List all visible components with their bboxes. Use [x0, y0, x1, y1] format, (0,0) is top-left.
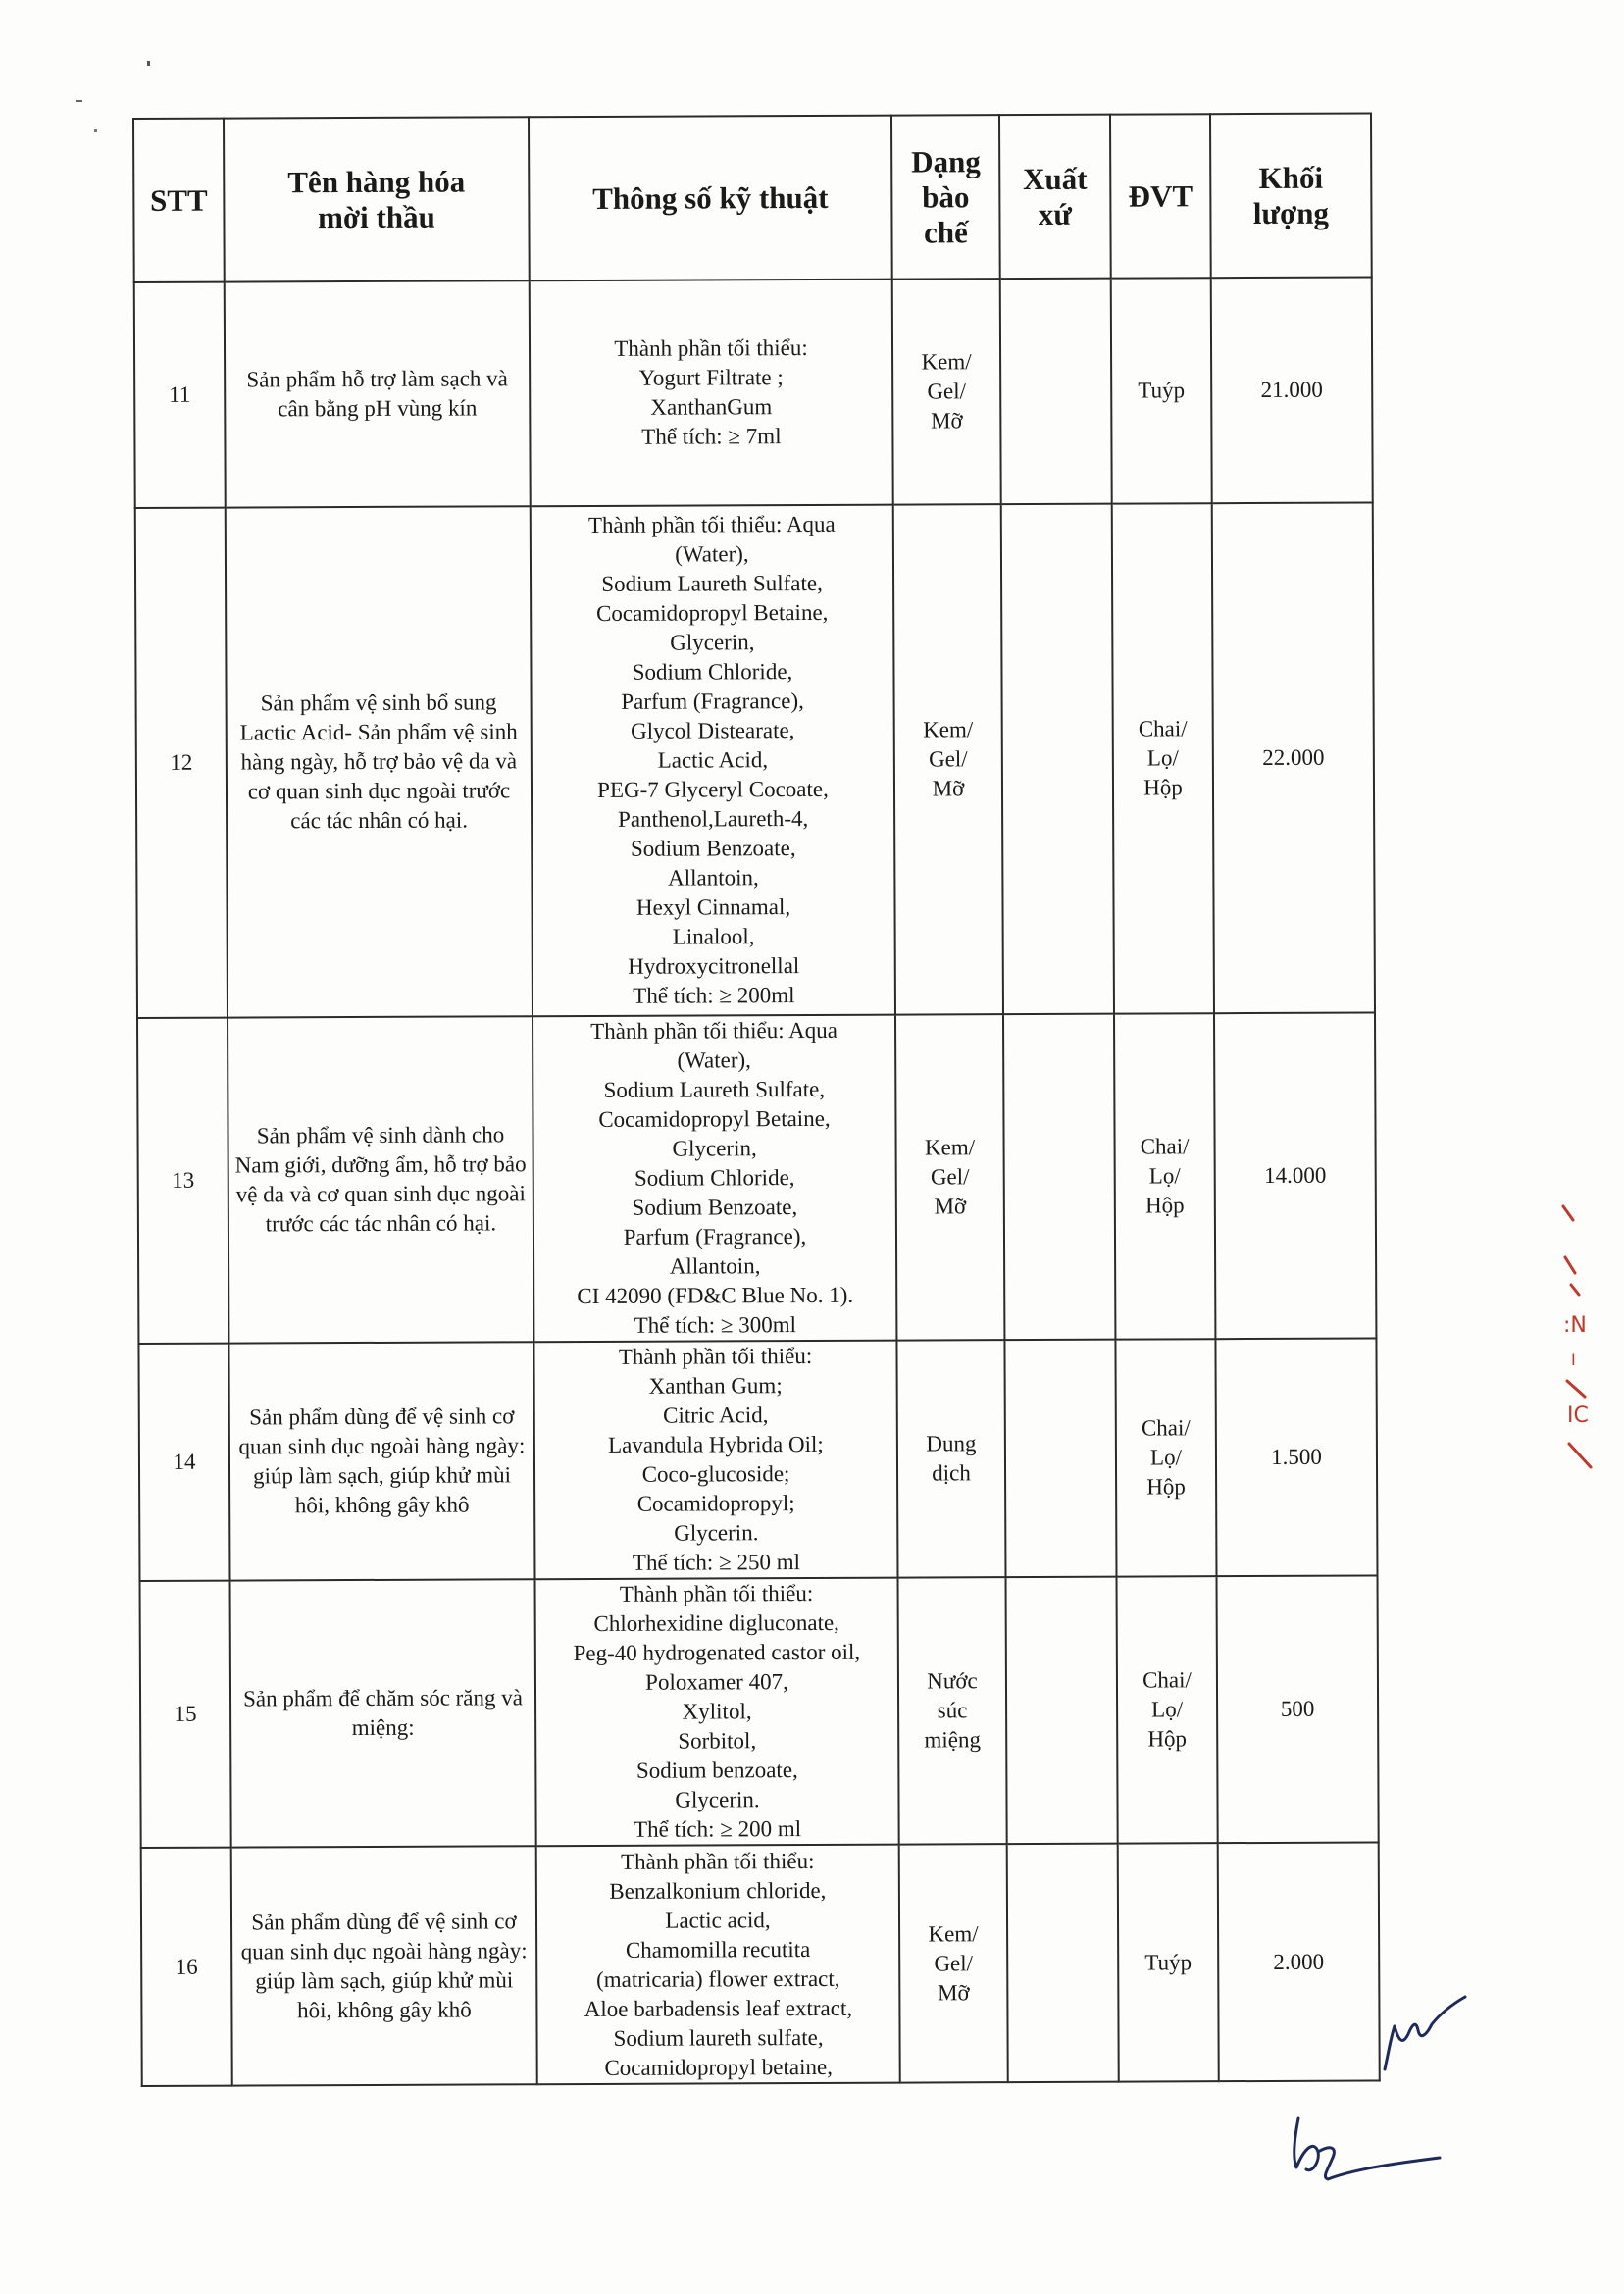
spec-line: Parfum (Fragrance), [623, 1224, 807, 1249]
header-name-text: Tên hàng hóa mời thầu [287, 164, 466, 234]
unit-line: Chai/ [1138, 716, 1188, 741]
spec-line: Cocamidopropyl betaine, [604, 2054, 833, 2080]
cell-name: Sản phẩm vệ sinh dành cho Nam giới, dưỡng ẩm, hỗ trợ bảo vệ da và cơ quan sinh dục ngoài trước các tác nhân có hại. [228, 1016, 533, 1343]
spec-line: Linalool, [672, 924, 755, 949]
spec-line: Glycerin, [670, 630, 755, 655]
spec-line: Peg-40 hydrogenated castor oil, [573, 1639, 861, 1666]
form-line: Mỡ [937, 1979, 970, 2005]
unit-line: Hộp [1144, 1193, 1185, 1218]
unit-line: Chai/ [1142, 1667, 1192, 1693]
signature-initials [1373, 1991, 1471, 2079]
spec-line: Thành phần tối thiểu: Aqua [590, 1017, 837, 1044]
header-origin-text: Xuất xứ [1022, 161, 1088, 231]
spec-line: Glycol Distearate, [631, 718, 795, 743]
unit-line: Hộp [1147, 1726, 1188, 1752]
unit-line: Lọ/ [1146, 745, 1179, 771]
cell-origin [1007, 1844, 1119, 2082]
header-name [224, 117, 530, 281]
spec-line: Glycerin. [675, 1787, 760, 1812]
cell-unit [1115, 1339, 1216, 1576]
form-line: Kem/ [924, 1135, 976, 1160]
cell-stt: 12 [135, 508, 228, 1018]
spec-line: Sodium Laureth Sulfate, [601, 570, 823, 596]
cell-quantity: 1.500 [1215, 1338, 1377, 1576]
cell-spec [531, 505, 895, 1017]
header-form-text: Dạng bào chế [911, 143, 981, 249]
spec-line: Allantoin, [669, 1253, 761, 1279]
scan-speck [94, 129, 97, 132]
form-line: Gel/ [930, 1164, 970, 1190]
spec-line: Cocamidopropyl; [636, 1491, 795, 1516]
cell-name: Sản phẩm dùng để vệ sinh cơ quan sinh dục ngoài hàng ngày: giúp làm sạch, giúp khử mùi hôi, không gây khô [231, 1846, 537, 2085]
table-row [137, 1012, 1376, 1344]
spec-line: Sodium laureth sulfate, [613, 2024, 824, 2051]
table-row [134, 277, 1373, 508]
spec-line: CI 42090 (FD&C Blue No. 1). [577, 1282, 854, 1309]
header-stt: STT [133, 119, 225, 282]
form-line: Gel/ [934, 1950, 974, 1975]
unit-line: Lọ/ [1151, 1697, 1184, 1722]
unit-line: Tuýp [1144, 1949, 1193, 1975]
cell-form [892, 279, 1001, 504]
spec-line: Thể tích: ≥ 200ml [633, 983, 795, 1008]
header-quantity [1210, 113, 1372, 278]
cell-quantity: 21.000 [1211, 277, 1373, 503]
spec-line: Chlorhexidine digluconate, [593, 1609, 839, 1636]
spec-line: Thể tích: ≥ 7ml [641, 424, 782, 449]
spec-line: Thành phần tối thiểu: Aqua [587, 511, 836, 537]
spec-line: Cocamidopropyl Betaine, [595, 599, 829, 626]
cell-origin [1000, 279, 1112, 504]
spec-line: Coco-glucoside; [641, 1461, 790, 1487]
svg-text:IC: IC [1567, 1403, 1589, 1428]
cell-stt: 16 [141, 1848, 232, 2086]
unit-line: Tuýp [1138, 378, 1186, 403]
spec-line: Parfum (Fragrance), [621, 688, 804, 714]
cell-spec [530, 280, 893, 507]
cell-stt: 13 [137, 1018, 228, 1344]
unit-line: Lọ/ [1148, 1163, 1181, 1189]
cell-form [896, 1340, 1005, 1577]
cell-spec [533, 1015, 896, 1343]
spec-line: Hydroxycitronellal [628, 953, 800, 979]
cell-name: Sản phẩm hỗ trợ làm sạch và cân bằng pH vùng kín [225, 280, 531, 507]
spec-line: Allantoin, [668, 865, 759, 891]
spec-line: Thành phần tối thiểu: [614, 334, 808, 361]
spec-line: Hexyl Cinnamal, [635, 894, 791, 920]
cell-spec [533, 1341, 897, 1580]
cell-origin [1006, 1577, 1118, 1844]
table-header-row [133, 113, 1372, 282]
spec-line: Sodium benzoate, [635, 1758, 798, 1783]
form-line: Mỡ [930, 408, 963, 433]
header-form [891, 115, 1000, 279]
spec-line: Thể tích: ≥ 250 ml [632, 1550, 801, 1575]
svg-text::N: :N [1563, 1313, 1587, 1338]
cell-origin [1001, 504, 1114, 1014]
scan-speck [76, 100, 82, 102]
spec-line: PEG-7 Glyceryl Cocoate, [597, 776, 829, 802]
spec-line: Xanthan Gum; [648, 1373, 783, 1399]
cell-form [898, 1577, 1007, 1844]
spec-line: Thành phần tối thiểu: [618, 1343, 813, 1369]
spec-line: Lactic acid, [665, 1907, 771, 1933]
cell-quantity: 2.000 [1218, 1842, 1380, 2081]
spec-line: (Water), [675, 541, 749, 567]
form-line: Gel/ [928, 746, 968, 772]
spec-line: Thể tích: ≥ 200 ml [634, 1816, 802, 1842]
spec-line: Thành phần tối thiểu: [619, 1580, 814, 1606]
bid-items-table [132, 112, 1381, 2086]
unit-line: Hộp [1143, 775, 1183, 800]
spec-line: Lavandula Hybrida Oil; [607, 1431, 824, 1457]
svg-text:I: I [1571, 1351, 1576, 1369]
spec-line: Glycerin, [672, 1136, 757, 1161]
table-body [134, 277, 1380, 2085]
form-line: Kem/ [928, 1920, 979, 1946]
cell-form [893, 504, 1003, 1014]
table-row [141, 1842, 1380, 2086]
cell-origin [1004, 1340, 1116, 1577]
table-row [135, 502, 1375, 1018]
form-line: Kem/ [921, 349, 972, 375]
spec-line: Sorbitol, [678, 1728, 757, 1754]
unit-line: Lọ/ [1149, 1445, 1182, 1470]
cell-name: Sản phẩm vệ sinh bổ sung Lactic Acid- Sản phẩm vệ sinh hàng ngày, hỗ trợ bảo vệ da và cơ quan sinh dục ngoài trước các tác nhân có hại. [226, 506, 533, 1017]
scan-speck [147, 61, 150, 66]
spec-line: Citric Acid, [663, 1402, 769, 1428]
table-row [138, 1338, 1377, 1581]
spec-line: Lactic Acid, [657, 747, 769, 773]
cell-spec [536, 1845, 900, 2085]
form-line: Nước [927, 1668, 978, 1694]
spec-line: (Water), [677, 1047, 751, 1073]
stamp-fragment [1549, 1187, 1624, 1481]
spec-line: Benzalkonium chloride, [609, 1877, 827, 1904]
spec-line: Thành phần tối thiểu: [621, 1848, 815, 1874]
spec-line: Cocamidopropyl Betaine, [598, 1105, 831, 1132]
form-line: dịch [932, 1460, 971, 1486]
cell-quantity: 500 [1216, 1575, 1378, 1843]
cell-stt: 14 [138, 1344, 229, 1581]
spec-line: Aloe barbadensis leaf extract, [584, 1995, 853, 2021]
cell-form [895, 1014, 1004, 1340]
unit-line: Hộp [1146, 1474, 1186, 1500]
cell-unit [1117, 1576, 1218, 1843]
spec-line: Sodium Chloride, [632, 659, 793, 685]
spec-line: Sodium Laureth Sulfate, [603, 1076, 826, 1102]
unit-line: Chai/ [1141, 1415, 1191, 1441]
spec-line: Sodium Chloride, [634, 1165, 795, 1191]
header-origin [999, 115, 1111, 279]
spec-line: Glycerin. [674, 1520, 759, 1546]
cell-form [899, 1844, 1008, 2082]
cell-unit [1118, 1843, 1219, 2081]
cell-quantity: 14.000 [1214, 1012, 1376, 1339]
table-row [140, 1575, 1379, 1848]
header-quantity-text: Khối lượng [1252, 160, 1330, 230]
form-line: Mỡ [934, 1194, 967, 1219]
cell-name: Sản phẩm dùng để vệ sinh cơ quan sinh dục ngoài hàng ngày: giúp làm sạch, giúp khử mùi hôi, không gây khô [228, 1342, 534, 1580]
cell-stt: 15 [140, 1581, 231, 1848]
cell-origin [1003, 1014, 1115, 1340]
signature-mark [1275, 2109, 1451, 2187]
cell-spec [535, 1578, 899, 1847]
form-line: Mỡ [932, 776, 965, 801]
cell-unit [1114, 1013, 1215, 1339]
spec-line: Thể tích: ≥ 300ml [634, 1312, 797, 1338]
cell-stt: 11 [134, 282, 226, 508]
form-line: Dung [926, 1431, 977, 1456]
header-unit: ĐVT [1110, 114, 1211, 278]
form-line: Gel/ [927, 379, 967, 404]
spec-line: Poloxamer 407, [645, 1669, 788, 1695]
spec-line: Xylitol, [682, 1699, 752, 1724]
cell-name: Sản phẩm để chăm sóc răng và miệng: [230, 1579, 536, 1847]
spec-line: Yogurt Filtrate ; [638, 365, 784, 390]
cell-quantity: 22.000 [1212, 502, 1375, 1013]
spec-line: Panthenol,Laureth-4, [617, 805, 809, 832]
spec-line: (matricaria) flower extract, [596, 1965, 840, 1992]
form-line: súc [937, 1698, 968, 1723]
header-spec: Thông số kỹ thuật [529, 116, 892, 281]
spec-line: Sodium Benzoate, [632, 1195, 798, 1220]
cell-unit [1112, 503, 1214, 1013]
spec-line: Chamomilla recutita [625, 1936, 811, 1963]
spec-line: XanthanGum [650, 394, 773, 420]
cell-unit [1111, 278, 1212, 503]
unit-line: Chai/ [1140, 1134, 1190, 1159]
form-line: miệng [924, 1727, 982, 1753]
form-line: Kem/ [923, 717, 974, 742]
spec-line: Sodium Benzoate, [630, 836, 796, 861]
